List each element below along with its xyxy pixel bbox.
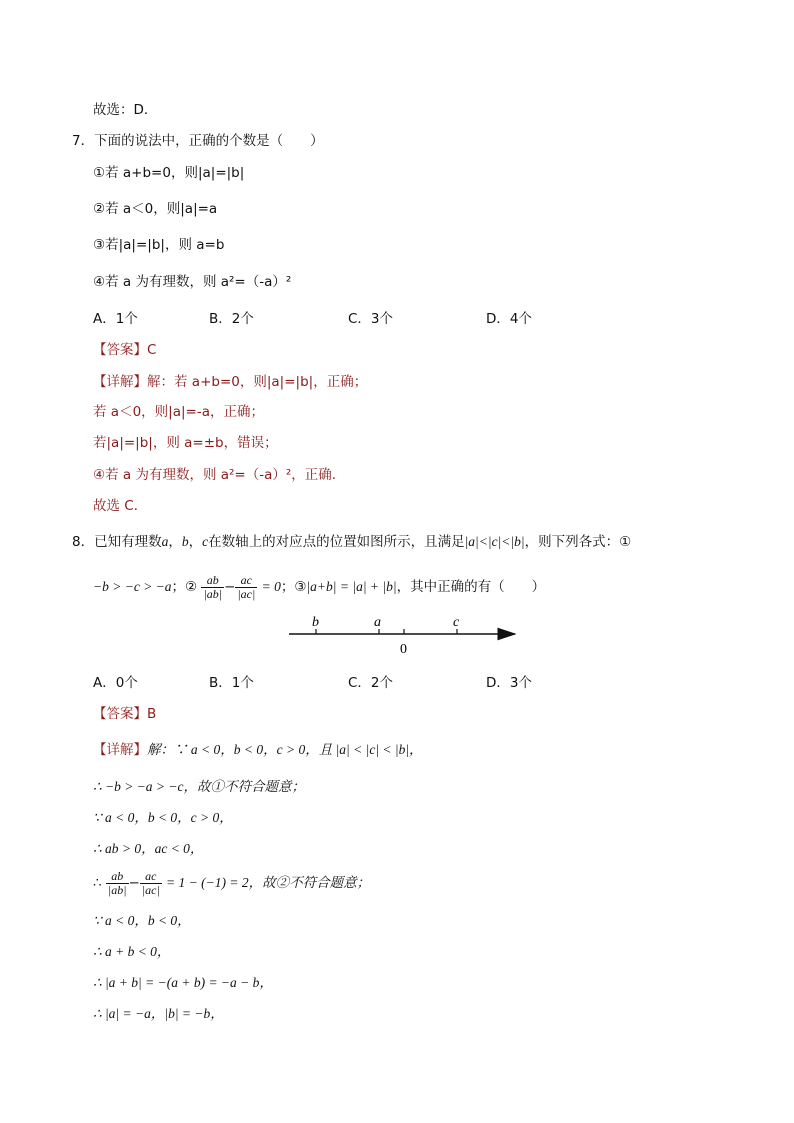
- q8-stem-part: 8．已知有理数: [72, 534, 162, 550]
- q8-option-c[interactable]: C．2个: [348, 675, 394, 691]
- q7-detail-1: [93, 373, 367, 391]
- q8-condition: |a|<|c|<|b|: [464, 534, 525, 549]
- q8-detail-9: ∴ |a| = −a，|b| = −b，: [93, 1006, 224, 1021]
- var-b: b: [181, 534, 189, 549]
- q8-detail-2: ∴ −b > −a > −c，故①不符合题意；: [93, 779, 306, 794]
- q8-detail-4: ∴ ab > 0，ac < 0，: [93, 841, 204, 856]
- q8-stem-part: 在数轴上的对应点的位置如图所示，且满足: [208, 534, 465, 550]
- q8-stem-part: ，则下列各式：①: [524, 534, 632, 550]
- detail-text: 解：若 a+b=0，则|a|=|b|，正确；: [147, 374, 368, 390]
- q7-statement-1: ①若 a+b=0，则|a|=|b|: [93, 165, 245, 181]
- q7-detail-2: 若 a＜0，则|a|=-a，正确；: [93, 404, 264, 420]
- answer-tag: 【答案】: [93, 706, 147, 722]
- q8-detail-6: ∵ a < 0，b < 0，: [93, 913, 191, 928]
- q8-option-d[interactable]: D．3个: [486, 675, 532, 691]
- q8-stem-line1: 8．已知有理数a，b，c在数轴上的对应点的位置如图所示，且满足|a|<|c|<|b|，则下列各式：①: [72, 534, 632, 550]
- expression-3: |a+b| = |a| + |b|: [306, 579, 397, 594]
- q7-option-c[interactable]: C．3个: [348, 311, 394, 327]
- q7-statement-4: ④若 a 为有理数，则 a²=（-a）²: [93, 274, 292, 290]
- prev-conclusion: 故选：D．: [93, 102, 158, 118]
- detail-tag: 【详解】: [93, 742, 147, 758]
- label-c: c: [453, 615, 460, 630]
- q8-detail-7: ∴ a + b < 0，: [93, 944, 171, 959]
- q7-option-a[interactable]: A．1个: [93, 311, 138, 327]
- q7-statement-3: ③若|a|=|b|，则 a=b: [93, 237, 225, 253]
- detail-tag: 【详解】: [93, 374, 147, 390]
- q8-detail-1: [93, 741, 423, 759]
- detail-text: = 1 − (−1) = 2，故②不符合题意；: [166, 875, 371, 890]
- fraction-ac: $\frac{ac}{|ac|}$: [237, 573, 256, 601]
- expression-1: −b > −c > −a: [93, 579, 172, 594]
- label-a: a: [374, 615, 381, 630]
- q7-answer: [93, 341, 156, 359]
- q8-detail-3: ∵ a < 0，b < 0，c > 0，: [93, 810, 233, 825]
- q7-statement-2: ②若 a＜0，则|a|=a: [93, 201, 218, 217]
- q7-detail-3: 若|a|=|b|，则 a=±b，错误；: [93, 435, 278, 451]
- answer-value: C: [147, 342, 157, 358]
- q7-option-b[interactable]: B．2个: [209, 311, 254, 327]
- answer-value: B: [147, 706, 157, 722]
- q8-detail-5: ∴ $\frac{ab}{|ab|}$ − $\frac{ac}{|ac|}$ = 1 − (−1) = 2，故②不符合题意；: [93, 869, 371, 897]
- q8-answer: [93, 705, 156, 723]
- var-a: a: [161, 534, 169, 549]
- fraction-ab: $\frac{ab}{|ab|}$: [107, 869, 127, 897]
- fraction-ac: $\frac{ac}{|ac|}$: [141, 869, 160, 897]
- fraction-ab: $\frac{ab}{|ab|}$: [203, 573, 223, 601]
- q7-detail-4: ④若 a 为有理数，则 a²=（-a）²，正确.: [93, 467, 337, 483]
- label-b: b: [312, 615, 319, 630]
- q8-detail-8: ∴ |a + b| = −(a + b) = −a − b，: [93, 975, 273, 990]
- var-c: c: [202, 534, 209, 549]
- q8-option-b[interactable]: B．1个: [209, 675, 254, 691]
- detail-text: 解：∵ a < 0，b < 0，c > 0，且 |a| < |c| < |b|，: [147, 742, 423, 757]
- expression-2-tail: = 0: [261, 579, 281, 594]
- q7-option-d[interactable]: D．4个: [486, 311, 532, 327]
- answer-tag: 【答案】: [93, 342, 147, 358]
- q7-detail-5: 故选 C．: [93, 498, 148, 514]
- q8-stem-line2: −b > −c > −a；② $\frac{ab}{|ab|}$ − $\frac{ac}{|ac|}$ = 0；③|a+b| = |a| + |b|，其中正确的有（ ）: [93, 573, 546, 601]
- q8-option-a[interactable]: A．0个: [93, 675, 138, 691]
- number-line: [285, 612, 525, 658]
- q7-stem: 7．下面的说法中，正确的个数是（ ）: [72, 133, 324, 149]
- q8-stem-end: ，其中正确的有（ ）: [396, 579, 546, 595]
- label-zero: 0: [400, 642, 407, 657]
